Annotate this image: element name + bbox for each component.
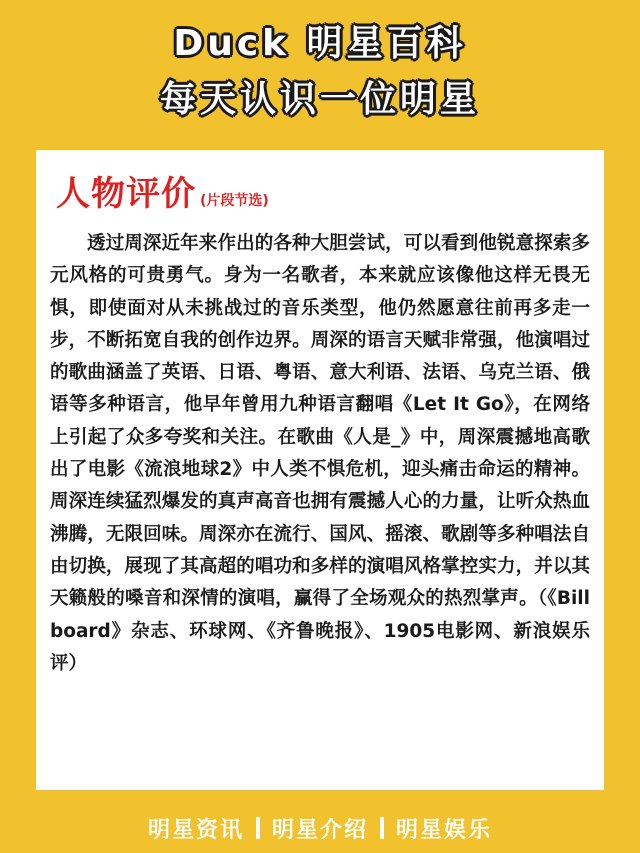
footer-item-entertainment[interactable]: 明星娱乐 bbox=[396, 817, 493, 843]
section-subtitle: (片段节选) bbox=[200, 193, 269, 209]
article-paragraph: 透过周深近年来作出的各种大胆尝试，可以看到他锐意探索多元风格的可贵勇气。身为一名歌者，本来就应该像他这样无畏无惧，即使面对从未挑战过的音乐类型，他仍然愿意往前再多走一步，不断拓宽自我的创作边界。周深的语言天赋非常强，他演唱过的歌曲涵盖了英语、日语、粤语、意大利语、法语、乌克兰语、俄语等多种语言，他早年曾用九种语言翻唱《Let It Go》，在网络上引起了众多夸奖和关注。在歌曲《人是_》中，周深震撼地高歌出了电影《流浪地球2》中人类不惧危机，迎头痛击命运的精神。周深连续猛烈爆发的真声高音也拥有震撼人心的力量，让听众热血沸腾，无限回味。周深亦在流行、国风、摇滚、歌剧等多种唱法自由切换，展现了其高超的唱功和多样的演唱风格掌控实力，并以其天籁般的嗓音和深情的演唱，赢得了全场观众的热烈掌声。（《Billboard》杂志、环球网、《齐鲁晚报》、1905电影网、新浪娱乐 评） bbox=[50, 233, 590, 674]
section-title: 人物评价 bbox=[56, 174, 196, 214]
footer-nav bbox=[0, 806, 640, 850]
footer-divider bbox=[380, 817, 384, 839]
section-heading bbox=[56, 166, 269, 216]
content-card bbox=[36, 150, 604, 790]
footer-divider bbox=[256, 817, 260, 839]
header-title: Duck 明星百科 bbox=[173, 23, 467, 64]
page-header bbox=[0, 0, 640, 135]
footer-item-intro[interactable]: 明星介绍 bbox=[271, 817, 368, 843]
footer-item-news[interactable]: 明星资讯 bbox=[147, 817, 244, 843]
header-subtitle: 每天认识一位明星 bbox=[159, 79, 480, 120]
